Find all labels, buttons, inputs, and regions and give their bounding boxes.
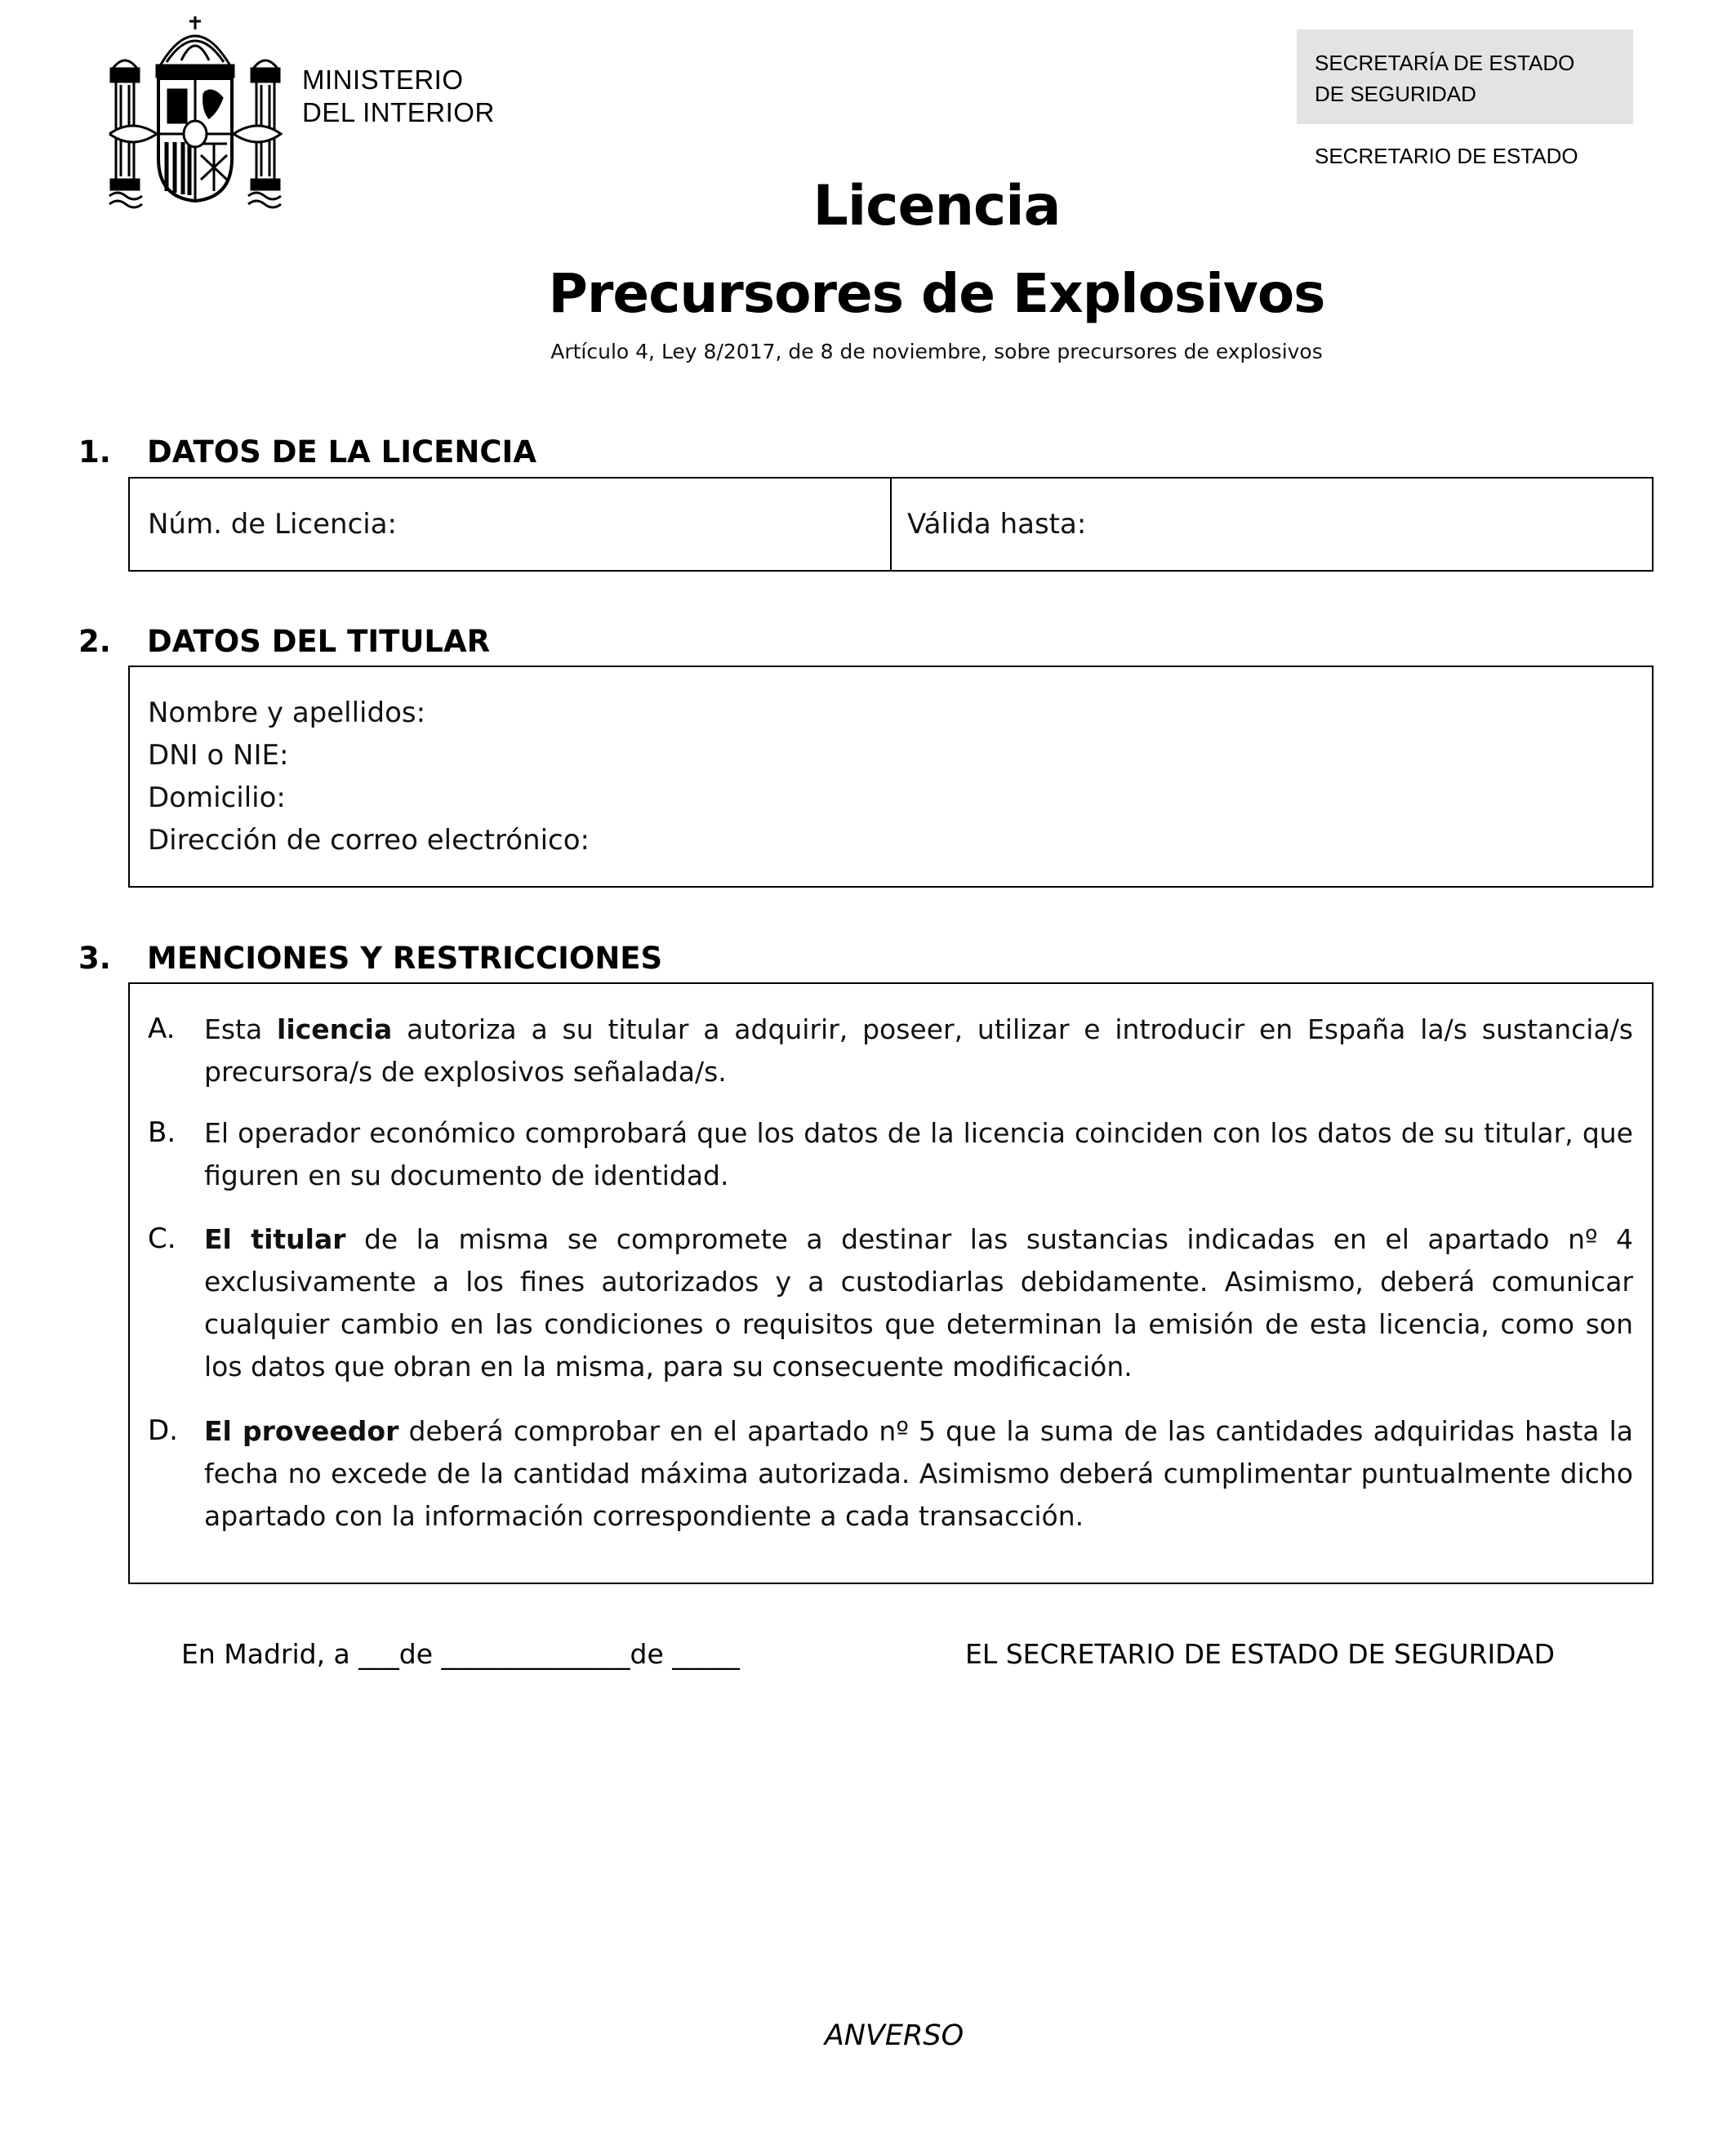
- section-1-title: DATOS DE LA LICENCIA: [147, 434, 536, 470]
- item-b-body: El operador económico comprobará que los datos de la licencia coinciden con los datos de su titular, que figuren en su documento de identidad.: [204, 1117, 1633, 1191]
- ministry-line-2: DEL INTERIOR: [302, 97, 495, 127]
- document-subtitle-title: Precursores de Explosivos: [548, 262, 1325, 325]
- license-number-field[interactable]: Núm. de Licencia:: [148, 508, 398, 541]
- item-c-bold: El titular: [204, 1223, 346, 1255]
- section-2-number: 2.: [78, 624, 111, 659]
- signatory-title: EL SECRETARIO DE ESTADO DE SEGURIDAD: [965, 1638, 1555, 1670]
- page-side-label: ANVERSO: [824, 2019, 964, 2052]
- item-b-text: [204, 1112, 1633, 1197]
- item-d-text: [204, 1410, 1633, 1538]
- item-c-text: [204, 1218, 1633, 1388]
- item-a-text: [204, 1008, 1633, 1093]
- section-1-number: 1.: [78, 434, 111, 470]
- section-2-title: DATOS DEL TITULAR: [147, 624, 491, 659]
- ministry-name: [302, 64, 495, 129]
- valid-until-field[interactable]: Válida hasta:: [907, 508, 1087, 541]
- place-date-line: En Madrid, a ___de ______________de _____: [181, 1638, 740, 1670]
- holder-id-field[interactable]: DNI o NIE:: [148, 739, 289, 772]
- item-b-letter: B.: [148, 1116, 176, 1149]
- restrictions-box: [128, 982, 1654, 1584]
- item-c-letter: C.: [148, 1222, 176, 1255]
- legal-reference: Artículo 4, Ley 8/2017, de 8 de noviembre, sobre precursores de explosivos: [550, 340, 1323, 363]
- table-divider: [890, 479, 892, 570]
- item-a-bold: licencia: [277, 1013, 393, 1045]
- ministry-line-1: MINISTERIO: [302, 65, 464, 95]
- section-3-number: 3.: [78, 941, 111, 976]
- holder-data-box: [128, 666, 1654, 888]
- item-d-letter: D.: [148, 1414, 178, 1447]
- item-d-body: deberá comprobar en el apartado nº 5 que la suma de las cantidades adquiridas hasta la fecha no excede de la cantidad máxima autorizada. Asimismo deberá cumplimentar puntualmente dicho apartado con la información correspondiente a cada transacción.: [204, 1415, 1633, 1532]
- secretaria-box: [1297, 29, 1633, 124]
- holder-address-field[interactable]: Domicilio:: [148, 781, 286, 814]
- secretaria-line-2: DE SEGURIDAD: [1315, 82, 1476, 106]
- holder-name-field[interactable]: Nombre y apellidos:: [148, 697, 426, 729]
- secretaria-line-1: SECRETARÍA DE ESTADO: [1315, 51, 1575, 75]
- item-a-body: autoriza a su titular a adquirir, poseer, utilizar e introducir en España la/s sustancia/s precursora/s de explosivos señalada/s.: [204, 1013, 1633, 1088]
- item-c-body: de la misma se compromete a destinar las sustancias indicadas en el apartado nº 4 exclusivamente a los fines autorizados y a custodiarlas debidamente. Asimismo, deberá comunicar cualquier cambio en las condiciones o requisitos que determinan la emisión de esta licencia, como son los datos que obran en la misma, para su consecuente modificación.: [204, 1223, 1633, 1382]
- section-3-title: MENCIONES Y RESTRICCIONES: [147, 941, 663, 976]
- license-data-table: [128, 477, 1654, 572]
- holder-email-field[interactable]: Dirección de correo electrónico:: [148, 824, 590, 857]
- secretario-label: SECRETARIO DE ESTADO: [1315, 144, 1578, 168]
- item-a-letter: A.: [148, 1013, 176, 1045]
- item-d-bold: El proveedor: [204, 1415, 399, 1447]
- item-a-pre: Esta: [204, 1013, 278, 1045]
- document-title: Licencia: [812, 174, 1061, 238]
